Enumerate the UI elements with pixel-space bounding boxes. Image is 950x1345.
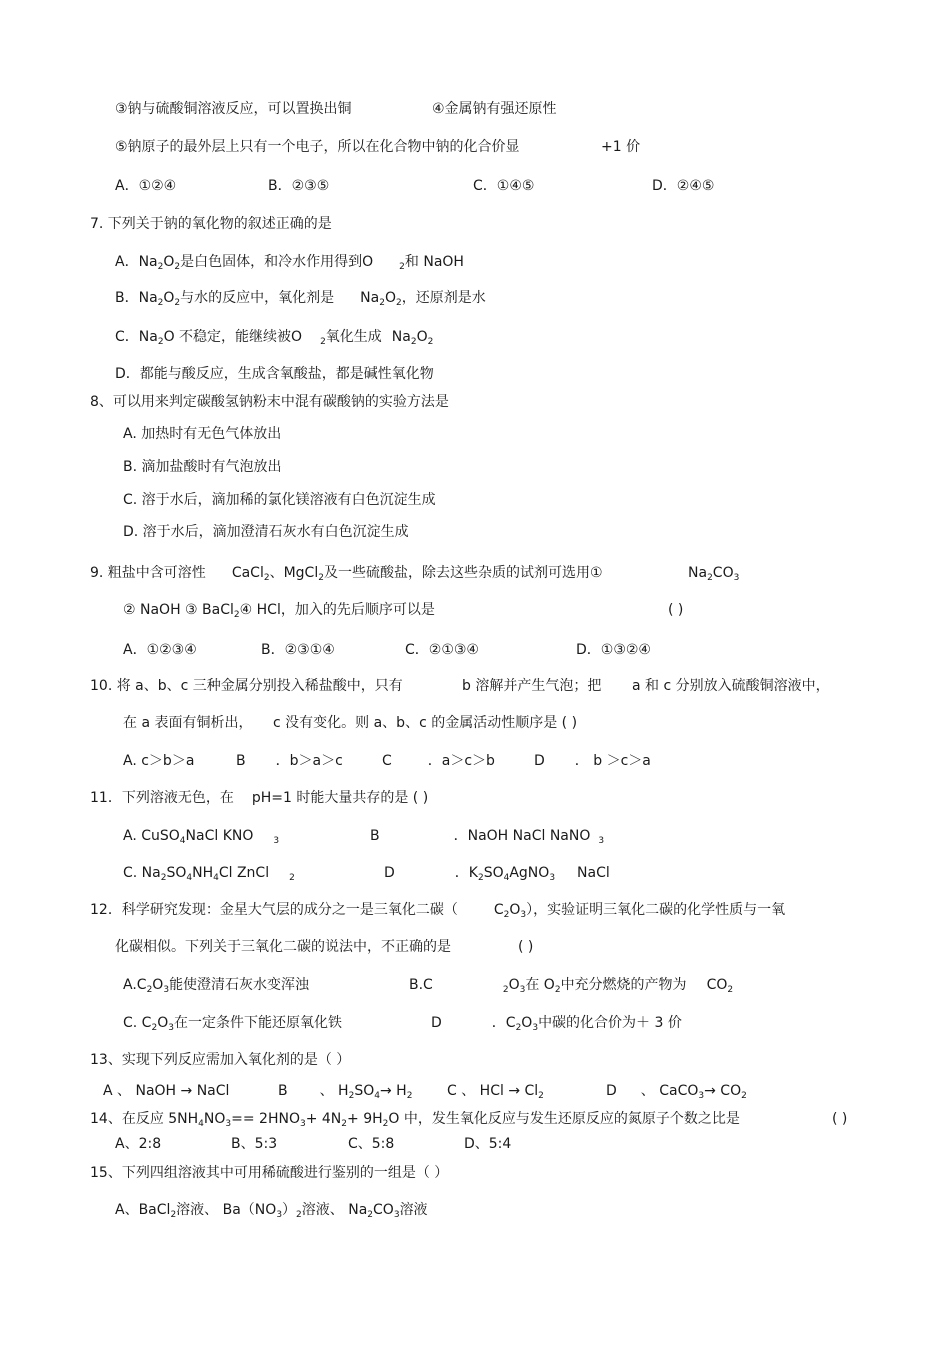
q12-stem-line1: 12．科学研究发现：金星大气层的成分之一是三氧化二碳（ $C_2O_3$），实验证明三氧化二碳的化学性质与一氧	[90, 902, 786, 920]
q10-stem-line1: 10. 将 a、b、c 三种金属分别投入稀盐酸中，只有	[90, 678, 403, 694]
q9-option-b: B．②③①④	[261, 642, 335, 658]
q12-answer-paren: ( )	[518, 939, 534, 955]
q6-statement-3: ③钠与硫酸铜溶液反应，可以置换出铜	[115, 101, 352, 117]
q14-option-a: A、2:8	[115, 1136, 162, 1152]
q8-option-a: A. 加热时有无色气体放出	[123, 426, 282, 442]
q14-option-b: B、5:3	[231, 1136, 278, 1152]
q10-option-b: B ．b＞a＞c	[236, 753, 343, 769]
q6-option-c: C．①④⑤	[473, 178, 535, 194]
q12-option-b: B.C $_2O_3$在 $O_2$中充分燃烧的产物为 $CO_2$	[409, 977, 734, 995]
q11-option-b: B ．NaOH NaCl NaNO $_3$	[370, 828, 605, 846]
q10-option-d: D ． b ＞c＞a	[534, 753, 651, 769]
q13-option-a: A 、 NaOH → NaCl	[103, 1083, 230, 1099]
q7-option-c: C．$Na_2O$ 不稳定，能继续被O $_2$氧化生成 $Na_2O_2$	[115, 329, 434, 347]
q10-stem-line2b: c 没有变化。则 a、b、c 的金属活动性顺序是 ( )	[273, 715, 578, 731]
q11-stem: 11．下列溶液无色，在 pH=1 时能大量共存的是 ( )	[90, 790, 429, 806]
q10-option-a: A. c＞b＞a	[123, 753, 195, 769]
q13-option-d: D 、 CaCO$_3$→ $CO_2$	[606, 1083, 747, 1101]
q9-option-d: D．①③②④	[576, 642, 651, 658]
q13-stem: 13、实现下列反应需加入氧化剂的是（ ）	[90, 1052, 351, 1068]
q6-statement-5-value: +1 价	[601, 139, 641, 155]
q9-stem: 9. 粗盐中含可溶性 CaCl$_2$、MgCl$_2$及一些硫酸盐，除去这些杂质的试剂可选用①	[90, 565, 603, 583]
q8-option-d: D. 溶于水后，滴加澄清石灰水有白色沉淀生成	[123, 524, 409, 540]
q10-stem-line1c: a 和 c 分别放入硫酸铜溶液中，	[632, 678, 830, 694]
q6-option-d: D．②④⑤	[652, 178, 715, 194]
q14-option-d: D、5:4	[464, 1136, 512, 1152]
q6-statement-4: ④金属钠有强还原性	[432, 101, 557, 117]
q8-option-c: C. 溶于水后，滴加稀的氯化镁溶液有白色沉淀生成	[123, 492, 436, 508]
q6-option-a: A．①②④	[115, 178, 177, 194]
q11-option-a: A. CuSO$_4$NaCl KNO $_3$	[123, 828, 280, 846]
q11-option-c: C. $Na_2SO_4NH_4Cl$ ZnCl $_2$	[123, 865, 295, 883]
q9-option-c: C．②①③④	[405, 642, 479, 658]
q11-option-d: D ．$K_2SO_4AgNO_3$ NaCl	[384, 865, 610, 883]
q7-option-b: B．$Na_2O_2$与水的反应中，氧化剂是 $Na_2O_2$，还原剂是水	[115, 290, 486, 308]
q10-stem-line1b: b 溶解并产生气泡；把	[462, 678, 602, 694]
q9-reagents-line: ② NaOH ③ BaCl$_2$④ HCl，加入的先后顺序可以是	[123, 602, 435, 620]
q9-answer-paren: ( )	[668, 602, 684, 618]
q10-stem-line2: 在 a 表面有铜析出，	[123, 715, 253, 731]
q12-option-c: C. $C_2O_3$在一定条件下能还原氧化铁	[123, 1015, 342, 1033]
q7-stem: 7. 下列关于钠的氧化物的叙述正确的是	[90, 216, 332, 232]
q6-option-b: B．②③⑤	[268, 178, 330, 194]
q15-option-a: A、BaCl$_2$溶液、 $Ba(NO_3)_2$溶液、 $Na_2CO_3$溶液	[115, 1202, 428, 1220]
q15-stem: 15、下列四组溶液其中可用稀硫酸进行鉴别的一组是（ ）	[90, 1165, 449, 1181]
q8-stem: 8、可以用来判定碳酸氢钠粉末中混有碳酸钠的实验方法是	[90, 394, 449, 410]
q14-answer-paren: ( )	[832, 1111, 848, 1127]
q7-option-d: D．都能与酸反应，生成含氧酸盐，都是碱性氧化物	[115, 366, 434, 382]
q10-option-c: C ．a＞c＞b	[382, 753, 495, 769]
q8-option-b: B. 滴加盐酸时有气泡放出	[123, 459, 282, 475]
q7-option-a: A．$Na_2O_2$是白色固体，和冷水作用得到O $_2$和 NaOH	[115, 254, 464, 272]
q14-option-c: C、5:8	[348, 1136, 395, 1152]
q6-statement-5: ⑤钠原子的最外层上只有一个电子，所以在化合物中钠的化合价显	[115, 139, 520, 155]
q12-option-a: $A.C_2O_3$能使澄清石灰水变浑浊	[123, 977, 310, 995]
q12-stem-line2: 化碳相似。下列关于三氧化二碳的说法中，不正确的是	[115, 939, 451, 955]
q12-option-d: D ．$C_2O_3$中碳的化合价为＋ 3 价	[431, 1015, 682, 1033]
q9-option-a: A．①②③④	[123, 642, 197, 658]
q13-option-b: B 、 $H_2SO_4\to H_2$	[278, 1083, 413, 1101]
q13-option-c: C 、 HCl → $Cl_2$	[447, 1083, 544, 1101]
q9-reagent-1: $Na_2CO_3$	[688, 565, 740, 583]
q14-stem: 14、在反应 $5NH_4NO_3== 2HNO_3+ 4N_2+ 9H_2O$ 中，发生氧化反应与发生还原反应的氮原子个数之比是	[90, 1111, 740, 1129]
